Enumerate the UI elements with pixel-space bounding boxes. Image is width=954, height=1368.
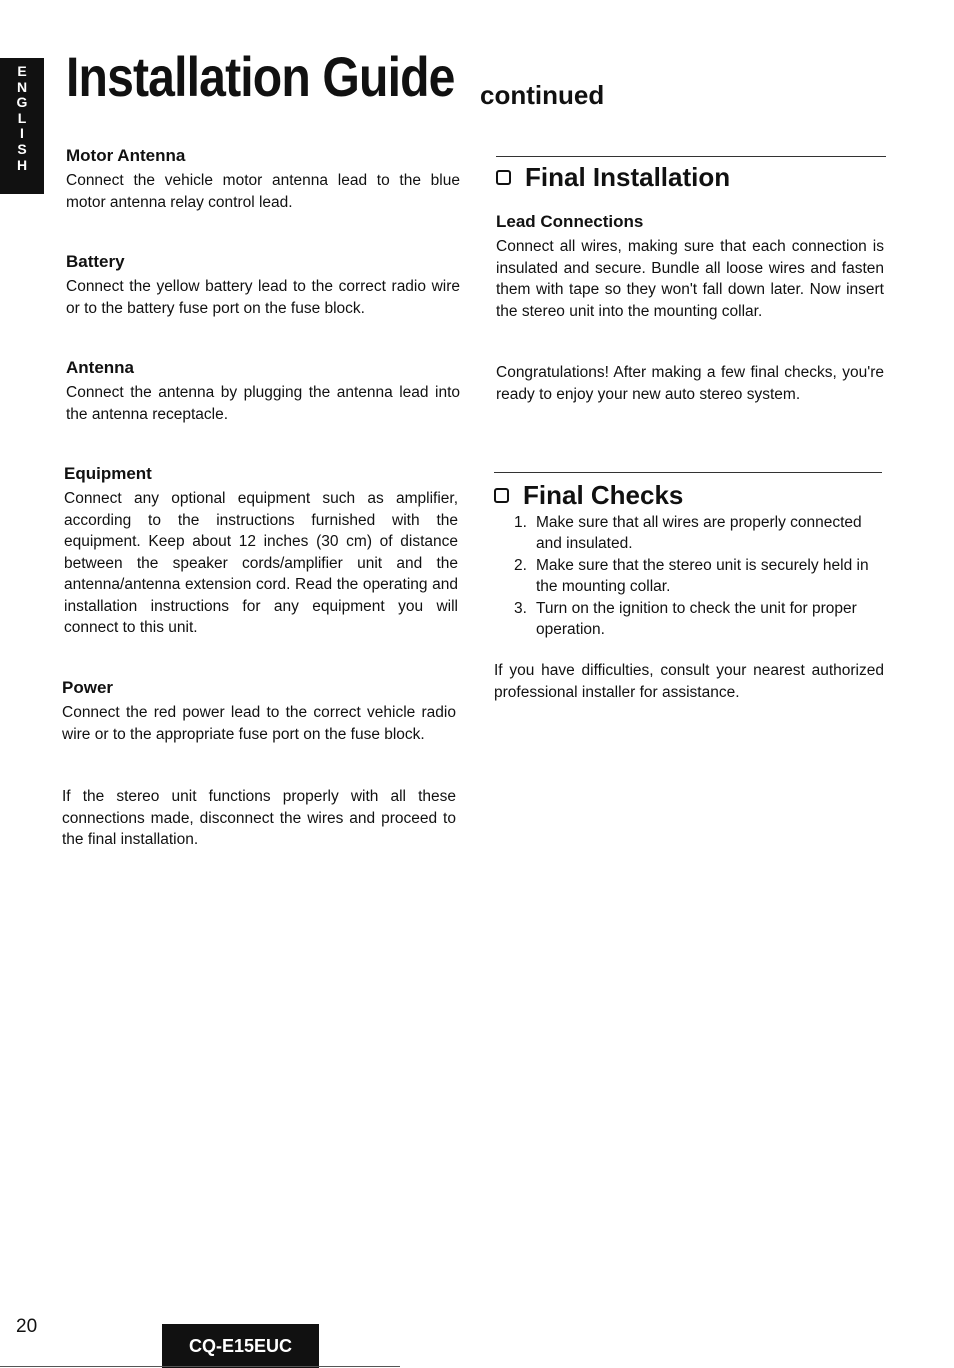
section-divider: [494, 472, 882, 473]
section-final-checks-closing: [494, 660, 884, 703]
section-heading: Antenna: [66, 358, 134, 377]
section-closing: [62, 786, 456, 851]
section-body: Connect the red power lead to the correct vehicle radio wire or to the appropriate fuse port on the fuse block.: [62, 704, 456, 743]
page-title: Installation Guide: [66, 45, 455, 108]
section-body: Connect the vehicle motor antenna lead to the blue motor antenna relay control lead.: [66, 172, 460, 211]
list-item-number: 2.: [514, 557, 527, 574]
congrats-paragraph: Congratulations! After making a few final checks, you're ready to enjoy your new auto stereo system.: [496, 364, 884, 403]
language-tab: [0, 58, 44, 194]
page-number: 20: [16, 1316, 38, 1337]
section-battery: [66, 252, 460, 319]
model-number: CQ-E15EUC: [188, 1335, 293, 1356]
section-heading: Lead Connections: [496, 212, 644, 231]
list-item: [514, 512, 886, 554]
section-heading: Power: [62, 678, 114, 697]
section-heading: Equipment: [64, 464, 152, 483]
page-title-suffix: continued: [480, 80, 605, 110]
section-body: Connect all wires, making sure that each connection is insulated and secure. Bundle all loose wires and fasten them with tape so they won't fall down later. Now insert the stereo unit into the mounting collar.: [496, 238, 884, 320]
language-tab-letter: E: [17, 63, 27, 79]
closing-paragraph: If you have difficulties, consult your nearest authorized professional installer for assistance.: [494, 662, 884, 701]
list-item-text: Turn on the ignition to check the unit for proper operation.: [536, 600, 857, 638]
final-installation-heading: [496, 162, 730, 193]
language-tab-letter: L: [17, 109, 27, 126]
section-power: [62, 678, 456, 745]
section-equipment: [64, 464, 458, 639]
section-congratulations: [496, 362, 884, 405]
language-tab-letter: I: [20, 125, 24, 142]
section-heading: Motor Antenna: [66, 146, 186, 165]
final-checks-heading: [494, 480, 683, 511]
section-body: Connect any optional equipment such as amplifier, according to the instructions furnished with the equipment. Keep about 12 inches (30 cm) of distance between the speaker cords/amplifier unit and the antenna/antenna extension cord. Read the operating and installation instructions for any equipment you will connect to this unit.: [64, 490, 458, 636]
language-tab-letter: G: [16, 94, 28, 111]
list-item: [514, 598, 886, 640]
list-item-text: Make sure that all wires are properly connected and insulated.: [536, 514, 862, 552]
list-item-text: Make sure that the stereo unit is securely held in the mounting collar.: [536, 557, 869, 595]
language-tab-letter: H: [16, 156, 28, 173]
list-item: [514, 555, 886, 597]
list-item-number: 1.: [514, 514, 527, 531]
section-heading: Battery: [66, 252, 125, 271]
closing-paragraph: If the stereo unit functions properly with all these connections made, disconnect the wires and proceed to the final installation.: [62, 788, 456, 848]
heading-text: Final Checks: [523, 480, 684, 510]
language-tab-letter: N: [16, 78, 28, 95]
list-item-number: 3.: [514, 600, 527, 617]
language-tab-letter: S: [17, 140, 27, 157]
section-divider: [496, 156, 886, 157]
section-body: Connect the yellow battery lead to the correct radio wire or to the battery fuse port on the fuse block.: [66, 278, 460, 317]
heading-text: Final Installation: [525, 162, 731, 192]
final-checks-list: [514, 512, 886, 641]
checkbox-icon: [496, 170, 511, 185]
section-motor-antenna: [66, 146, 460, 213]
checkbox-icon: [494, 488, 509, 503]
footer-rule: [0, 1366, 400, 1367]
section-antenna: [66, 358, 460, 425]
section-body: Connect the antenna by plugging the antenna lead into the antenna receptacle.: [66, 384, 460, 423]
model-number-badge: [162, 1324, 319, 1368]
section-lead-connections: [496, 212, 884, 322]
